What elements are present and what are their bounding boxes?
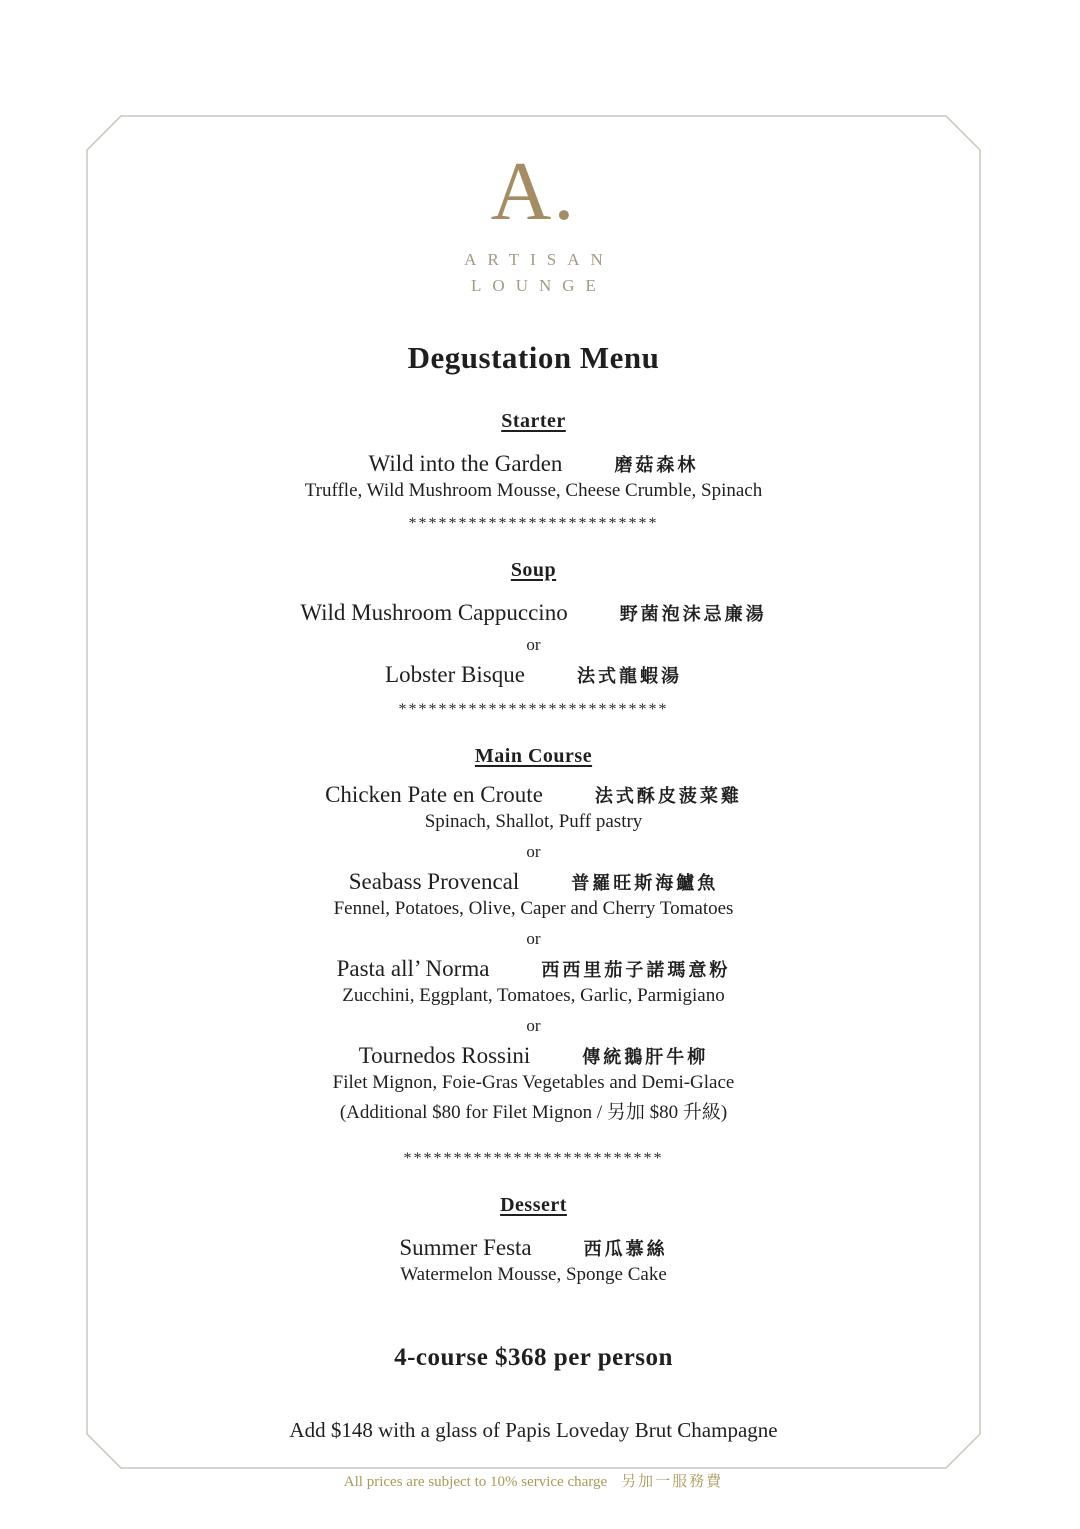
dish-name-zh: 西西里茄子諾瑪意粉 [541,960,731,980]
or-separator: or [526,842,541,861]
menu-page [87,116,980,1491]
dish-name-en: Wild Mushroom Cappuccino [300,600,568,625]
section-heading-starter: Starter [501,410,566,432]
section-heading-soup: Soup [510,559,557,581]
dish-name-en: Chicken Pate en Croute [325,782,543,807]
dish-description: Fennel, Potatoes, Olive, Caper and Cherry Tomatoes [333,898,734,919]
dish-row [87,1235,980,1261]
dish-name-zh: 野菌泡沫忌廉湯 [619,604,767,624]
price-line: 4-course $368 per person [394,1344,673,1371]
or-separator: or [526,929,541,948]
dish-description: Zucchini, Eggplant, Tomatoes, Garlic, Parmigiano [342,985,725,1006]
champagne-addon-line: Add $148 with a glass of Papis Loveday Brut Champagne [289,1418,778,1442]
or-separator: or [526,635,541,654]
dish-row [87,869,980,895]
or-separator: or [526,1016,541,1035]
service-charge-zh: 另加一服務費 [621,1473,724,1490]
service-charge-en: All prices are subject to 10% service charge [343,1474,608,1490]
logo-monogram: A. [490,145,577,238]
dish-name-en: Tournedos Rossini [358,1043,531,1068]
dish-row [87,782,980,808]
logo-wordmark-line1: ARTISAN [464,250,614,269]
dish-description: Truffle, Wild Mushroom Mousse, Cheese Crumble, Spinach [304,480,763,501]
dish-row [87,662,980,688]
section-heading-main-course: Main Course [474,745,593,767]
dish-name-zh: 磨菇森林 [614,455,699,475]
service-charge-line [87,1470,980,1491]
dish-name-zh: 西瓜慕絲 [583,1239,668,1259]
dish-name-en: Lobster Bisque [385,662,525,687]
logo-wordmark-line2: LOUNGE [471,276,607,295]
section-divider: *************************** [398,701,669,718]
dish-name-en: Pasta all’ Norma [336,956,490,981]
dish-upgrade-note: (Additional $80 for Filet Mignon / 另加 $80 升級) [339,1102,728,1123]
dish-row [87,1043,980,1069]
dish-description: Filet Mignon, Foie-Gras Vegetables and Demi-Glace [332,1072,735,1093]
dish-description: Watermelon Mousse, Sponge Cake [400,1264,667,1285]
dish-name-en: Wild into the Garden [368,451,563,476]
section-heading-dessert: Dessert [500,1194,567,1216]
dish-row [87,956,980,982]
dish-name-en: Summer Festa [399,1235,532,1260]
dish-name-zh: 普羅旺斯海鱸魚 [571,873,719,893]
dish-row [87,451,980,477]
dish-description: Spinach, Shallot, Puff pastry [424,811,643,832]
section-divider: ************************* [408,515,659,532]
section-divider: ************************** [403,1150,664,1167]
dish-name-zh: 法式酥皮菠菜雞 [594,786,742,806]
page-title: Degustation Menu [407,340,660,375]
dish-name-zh: 傳統鵝肝牛柳 [582,1047,709,1067]
dish-name-en: Seabass Provencal [348,869,520,894]
dish-row [87,600,980,626]
dish-name-zh: 法式龍蝦湯 [576,666,682,686]
